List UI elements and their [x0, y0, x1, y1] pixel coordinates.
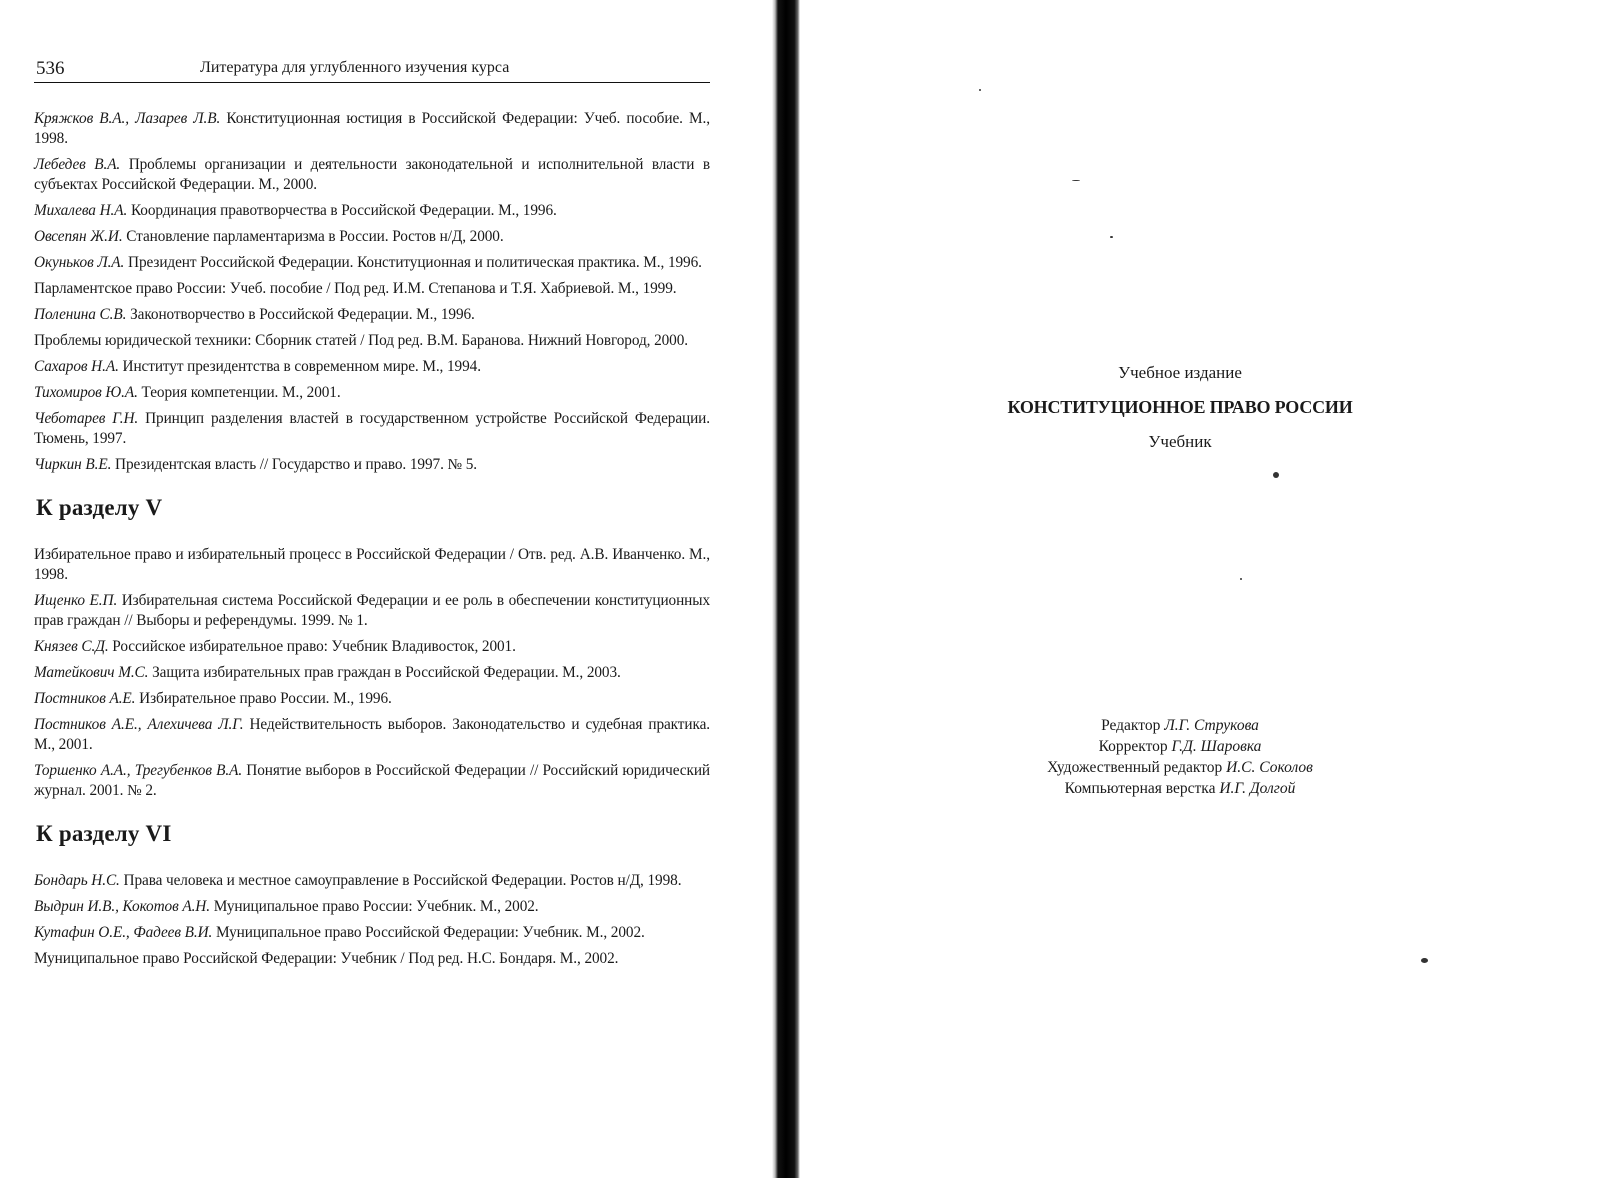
bibliography-entry: Овсепян Ж.И. Становление парламентаризма в России. Ростов н/Д, 2000.: [34, 228, 504, 245]
bibliography-entry: Кряжков В.А., Лазарев Л.В. Конституционная юстиция в Российской Федерации: Учеб. пособие. М., 1998.: [34, 110, 710, 147]
credit-line: Художественный редактор И.С. Соколов: [1047, 759, 1313, 776]
book-spine: [772, 0, 800, 1178]
bibliography-entry: Окуньков Л.А. Президент Российской Федерации. Конституционная и политическая практика. М., 1996.: [34, 254, 702, 271]
credit-line: Компьютерная верстка И.Г. Долгой: [1064, 780, 1296, 797]
scan-speck: [1421, 958, 1428, 963]
running-head: [34, 40, 710, 83]
section-heading-v: К разделу V: [36, 495, 163, 520]
bibliography-list-section-v: [34, 545, 710, 801]
credits-block: [960, 715, 1400, 799]
bibliography-entry: Постников А.Е. Избирательное право России. М., 1996.: [34, 690, 392, 707]
bibliography-entry: Сахаров Н.А. Институт президентства в современном мире. М., 1994.: [34, 358, 481, 375]
bibliography-entry: Бондарь Н.С. Права человека и местное самоуправление в Российской Федерации. Ростов н/Д, 1998.: [34, 872, 682, 889]
bibliography-entry: Ищенко Е.П. Избирательная система Российской Федерации и ее роль в обеспечении конституционных прав граждан // Выборы и референдумы. 1999. № 1.: [34, 592, 710, 629]
bibliography-entry: Тихомиров Ю.А. Теория компетенции. М., 2001.: [34, 384, 341, 401]
bibliography-entry: Муниципальное право Российской Федерации: Учебник / Под ред. Н.С. Бондаря. М., 2002.: [34, 950, 619, 967]
scan-speck: [1110, 236, 1113, 238]
scan-speck: [1273, 472, 1279, 478]
scan-speck: [979, 89, 981, 91]
credit-line: Редактор Л.Г. Струкова: [1101, 717, 1259, 734]
book-kind: Учебник: [1148, 432, 1212, 451]
bibliography-list-top: [34, 109, 710, 475]
scan-speck: [1072, 180, 1080, 181]
bibliography-entry: Постников А.Е., Алехичева Л.Г. Недействительность выборов. Законодательство и судебная практика. М., 2001.: [34, 716, 710, 753]
bibliography-entry: Торшенко А.А., Трегубенков В.А. Понятие выборов в Российской Федерации // Российский юридический журнал. 2001. № 2.: [34, 762, 710, 799]
bibliography-entry: Выдрин И.В., Кокотов А.Н. Муниципальное право России: Учебник. М., 2002.: [34, 898, 539, 915]
bibliography-entry: Поленина С.В. Законотворчество в Российской Федерации. М., 1996.: [34, 306, 475, 323]
page-number: 536: [36, 58, 65, 79]
bibliography-entry: Матейкович М.С. Защита избирательных прав граждан в Российской Федерации. М., 2003.: [34, 664, 621, 681]
bibliography-entry: Кутафин О.Е., Фадеев В.И. Муниципальное право Российской Федерации: Учебник. М., 2002.: [34, 924, 645, 941]
bibliography-entry: Лебедев В.А. Проблемы организации и деятельности законодательной и исполнительной власти в субъектах Российской Федерации. М., 2000.: [34, 156, 710, 193]
bibliography-list-section-vi: [34, 871, 710, 969]
left-page: [34, 40, 710, 975]
bibliography-entry: Избирательное право и избирательный процесс в Российской Федерации / Отв. ред. А.В. Иванченко. М., 1998.: [34, 546, 710, 583]
scan-speck: [1240, 578, 1242, 580]
bibliography-entry: Проблемы юридической техники: Сборник статей / Под ред. В.М. Баранова. Нижний Новгород, 2000.: [34, 332, 689, 349]
running-title: Литература для углубленного изучения курса: [200, 59, 510, 76]
imprint-type: Учебное издание: [1118, 363, 1242, 382]
section-heading-vi: К разделу VI: [36, 821, 172, 846]
bibliography-entry: Чеботарев Г.Н. Принцип разделения властей в государственном устройстве Российской Федерации. Тюмень, 1997.: [34, 410, 710, 447]
bibliography-entry: Михалева Н.А. Координация правотворчества в Российской Федерации. М., 1996.: [34, 202, 557, 219]
credit-line: Корректор Г.Д. Шаровка: [1098, 738, 1262, 755]
book-title: КОНСТИТУЦИОННОЕ ПРАВО РОССИИ: [1007, 397, 1353, 417]
bibliography-entry: Чиркин В.Е. Президентская власть // Государство и право. 1997. № 5.: [34, 456, 478, 473]
bibliography-entry: Парламентское право России: Учеб. пособие / Под ред. И.М. Степанова и Т.Я. Хабриевой. М., 1999.: [34, 280, 677, 297]
bibliography-entry: Князев С.Д. Российское избирательное право: Учебник Владивосток, 2001.: [34, 638, 516, 655]
